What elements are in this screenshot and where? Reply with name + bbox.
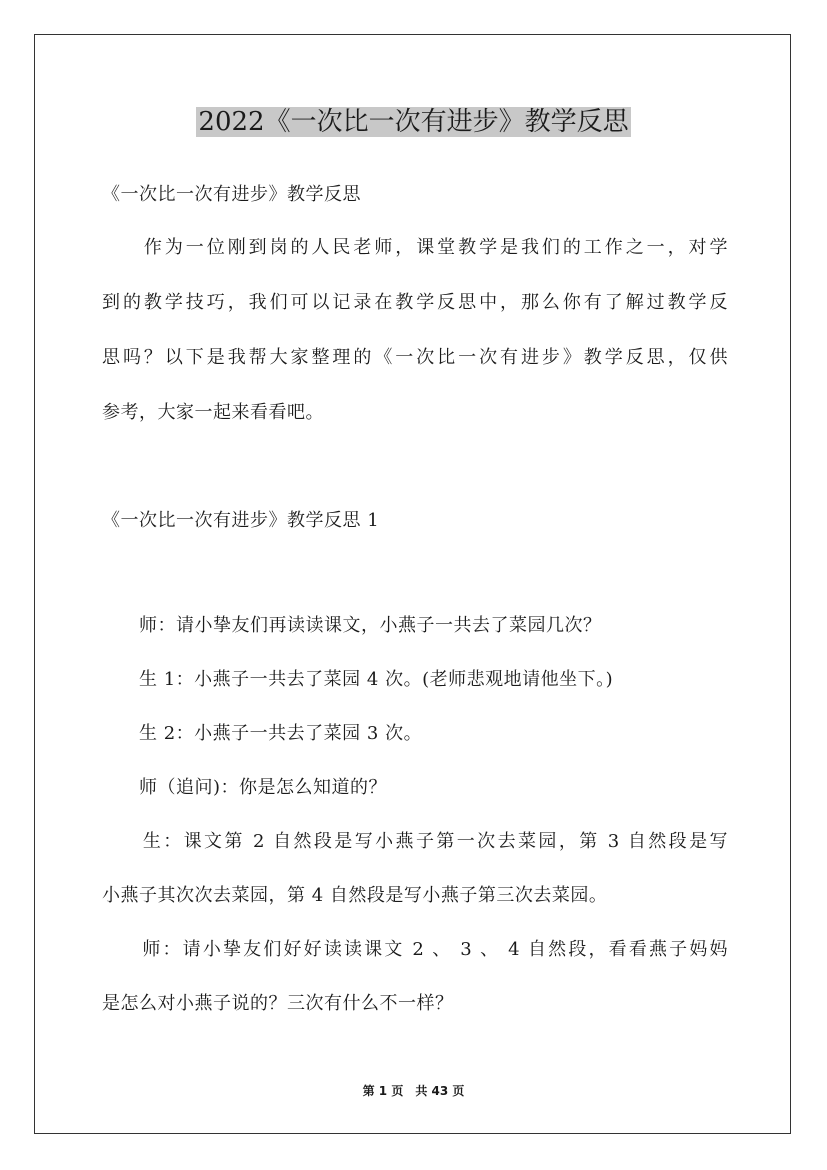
paragraph-line: 作为一位刚到岗的人民老师，课堂教学是我们的工作之一，对学 [102, 237, 728, 258]
paragraph-line: 是怎么对小燕子说的？三次有什么不一样？ [102, 993, 454, 1014]
paragraph-line: 参考，大家一起来看看吧。 [102, 402, 324, 423]
document-title-text: 2022《一次比一次有进步》教学反思 [198, 107, 629, 137]
paragraph-line: 生 2：小燕子一共去了菜园 3 次。 [102, 723, 423, 744]
paragraph-line: 师：请小挚友们好好读读课文 2 、 3 、 4 自然段，看看燕子妈妈 [102, 939, 728, 960]
section-heading: 《一次比一次有进步》教学反思 [102, 184, 361, 205]
paragraph-line: 师：请小挚友们再读读课文，小燕子一共去了菜园几次？ [102, 615, 602, 636]
paragraph-line: 思吗？以下是我帮大家整理的《一次比一次有进步》教学反思，仅供 [102, 347, 728, 368]
paragraph-line: 到的教学技巧，我们可以记录在教学反思中，那么你有了解过教学反 [102, 292, 728, 313]
paragraph-line: 小燕子其次次去菜园，第 4 自然段是写小燕子第三次去菜园。 [102, 885, 608, 906]
paragraph-line: 生 1：小燕子一共去了菜园 4 次。(老师悲观地请他坐下。) [102, 669, 614, 690]
document-title [0, 101, 827, 143]
paragraph-line: 生：课文第 2 自然段是写小燕子第一次去菜园，第 3 自然段是写 [102, 831, 728, 852]
paragraph-line: 师（追问)：你是怎么知道的？ [102, 777, 388, 798]
section-heading: 《一次比一次有进步》教学反思 1 [102, 510, 380, 531]
page-number-footer: 第 1 页 共 43 页 [362, 1084, 465, 1098]
